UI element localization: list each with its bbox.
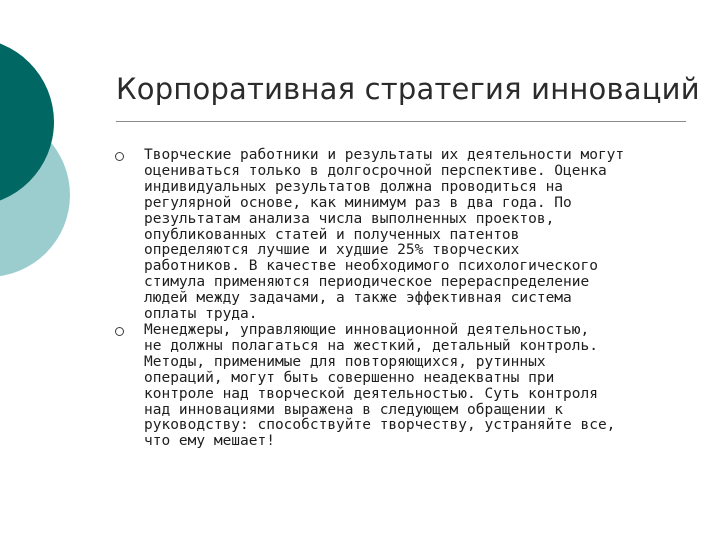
hollow-circle-bullet-icon [115, 152, 124, 161]
bullet-text: Творческие работники и результаты их деятельности могут оцениваться только в долгосрочной перспективе. Оценка индивидуальных результатов должна проводиться на регулярной основе, как минимум раз в два года. По результатам анализа числа выполненных проектов, опубликованных статей и полученных патентов определяются лучшие и худшие 25% творческих работников. В качестве необходимого психологического стимула применяются периодическое перераспределение людей между задачами, а также эффективная система оплаты труда. [144, 147, 625, 323]
bullet-list [112, 148, 692, 450]
bullet-item [112, 323, 692, 450]
slide-title: Корпоративная стратегия инноваций [116, 72, 700, 106]
bullet-item [112, 148, 692, 323]
bullet-text: Менеджеры, управляющие инновационной деятельностью, не должны полагаться на жесткий, детальный контроль. Методы, применимые для повторяющихся, рутинных операций, могут быть совершенно неадекватны при контроле над творческой деятельностью. Суть контроля над инновациями выражена в следующем обращении к руководству: способствуйте творчеству, устраняйте все, что ему мешает! [144, 321, 616, 450]
hollow-circle-bullet-icon [115, 327, 124, 336]
title-divider [116, 121, 686, 122]
